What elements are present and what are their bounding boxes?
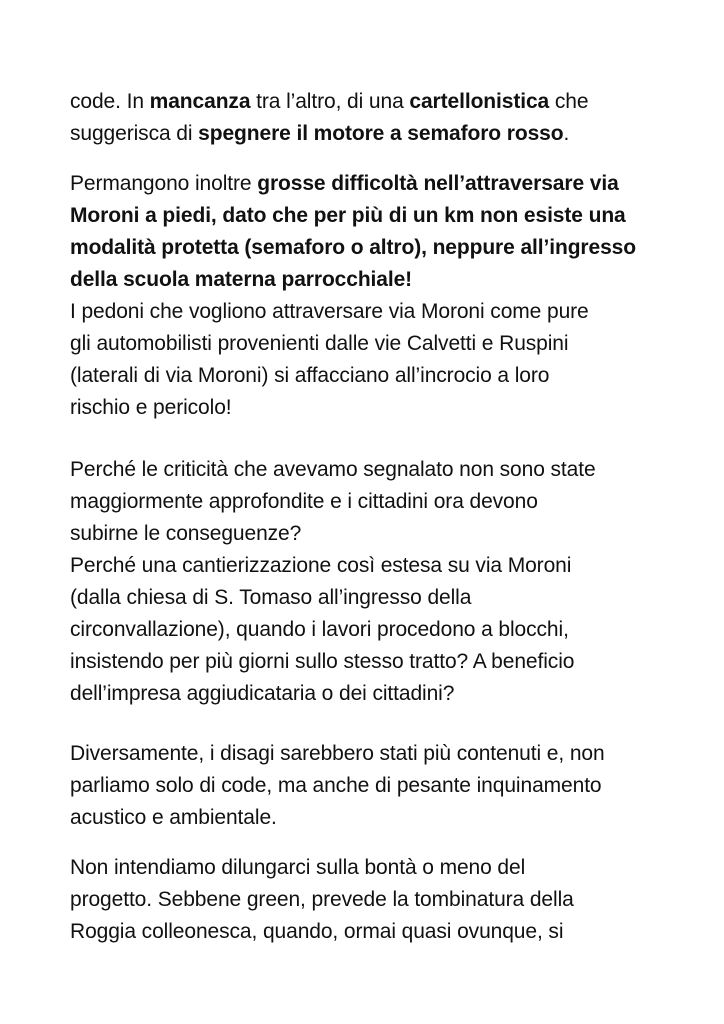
paragraph-project [70,852,690,948]
text-line [70,614,690,646]
text-line [70,486,690,518]
text-line [70,518,690,550]
text-line [70,678,690,710]
text-line [70,232,690,264]
text-line [70,296,690,328]
text-line [70,738,690,770]
text-run: suggerisca di [70,122,199,145]
text-run: insistendo per più giorni sullo stesso tratto? A beneficio [70,650,575,673]
text-run: Roggia colleonesca, quando, ormai quasi ovunque, si [70,920,564,943]
text-run: dell’impresa aggiudicataria o dei cittadini? [70,682,455,705]
bold-text-run: della scuola materna parrocchiale! [70,268,413,291]
bold-text-run: Moroni a piedi, dato che per più di un km non esiste una [70,204,626,227]
bold-text-run: modalità protetta (semaforo o altro), neppure all’ingresso [70,236,636,259]
text-run: rischio e pericolo! [70,396,232,419]
text-run: (laterali di via Moroni) si affacciano all’incrocio a loro [70,364,550,387]
bold-text-run: spegnere il motore a semaforo rosso [198,122,564,145]
text-run: Non intendiamo dilungarci sulla bontà o meno del [70,856,526,879]
text-run: Perché una cantierizzazione così estesa su via Moroni [70,554,572,577]
text-line [70,328,690,360]
text-run: maggiormente approfondite e i cittadini ora devono [70,490,538,513]
text-run: acustico e ambientale. [70,806,277,829]
bold-text-run: mancanza [149,90,251,113]
text-line [70,916,690,948]
text-line [70,646,690,678]
text-run: progetto. Sebbene green, prevede la tombinatura della [70,888,574,911]
text-line [70,264,690,296]
text-run: (dalla chiesa di S. Tomaso all’ingresso della [70,586,472,609]
text-run: . [563,122,570,145]
text-run: tra l’altro, di una [250,90,410,113]
bold-text-run: cartellonistica [409,90,550,113]
text-line [70,86,690,118]
text-run: Perché le criticità che avevamo segnalato non sono state [70,458,596,481]
text-line [70,852,690,884]
text-run: I pedoni che vogliono attraversare via Moroni come pure [70,300,589,323]
text-run: circonvallazione), quando i lavori procedono a blocchi, [70,618,569,641]
paragraph-pedestrian-crossing [70,168,690,424]
text-run: parliamo solo di code, ma anche di pesante inquinamento [70,774,602,797]
text-line [70,582,690,614]
text-line [70,118,690,150]
text-line [70,802,690,834]
text-line [70,360,690,392]
paragraph-pollution [70,738,690,834]
text-line [70,454,690,486]
text-line [70,550,690,582]
paragraph-questions [70,454,690,710]
paragraph-traffic-signage [70,86,690,150]
bold-text-run: grosse difficoltà nell’attraversare via [257,172,619,195]
text-run: che [549,90,589,113]
text-run: subirne le conseguenze? [70,522,302,545]
text-line [70,770,690,802]
text-run: Diversamente, i disagi sarebbero stati più contenuti e, non [70,742,605,765]
text-line [70,200,690,232]
text-line [70,168,690,200]
text-run: code. In [70,90,150,113]
text-run: gli automobilisti provenienti dalle vie Calvetti e Ruspini [70,332,569,355]
text-line [70,392,690,424]
text-run: Permangono inoltre [70,172,258,195]
text-line [70,884,690,916]
